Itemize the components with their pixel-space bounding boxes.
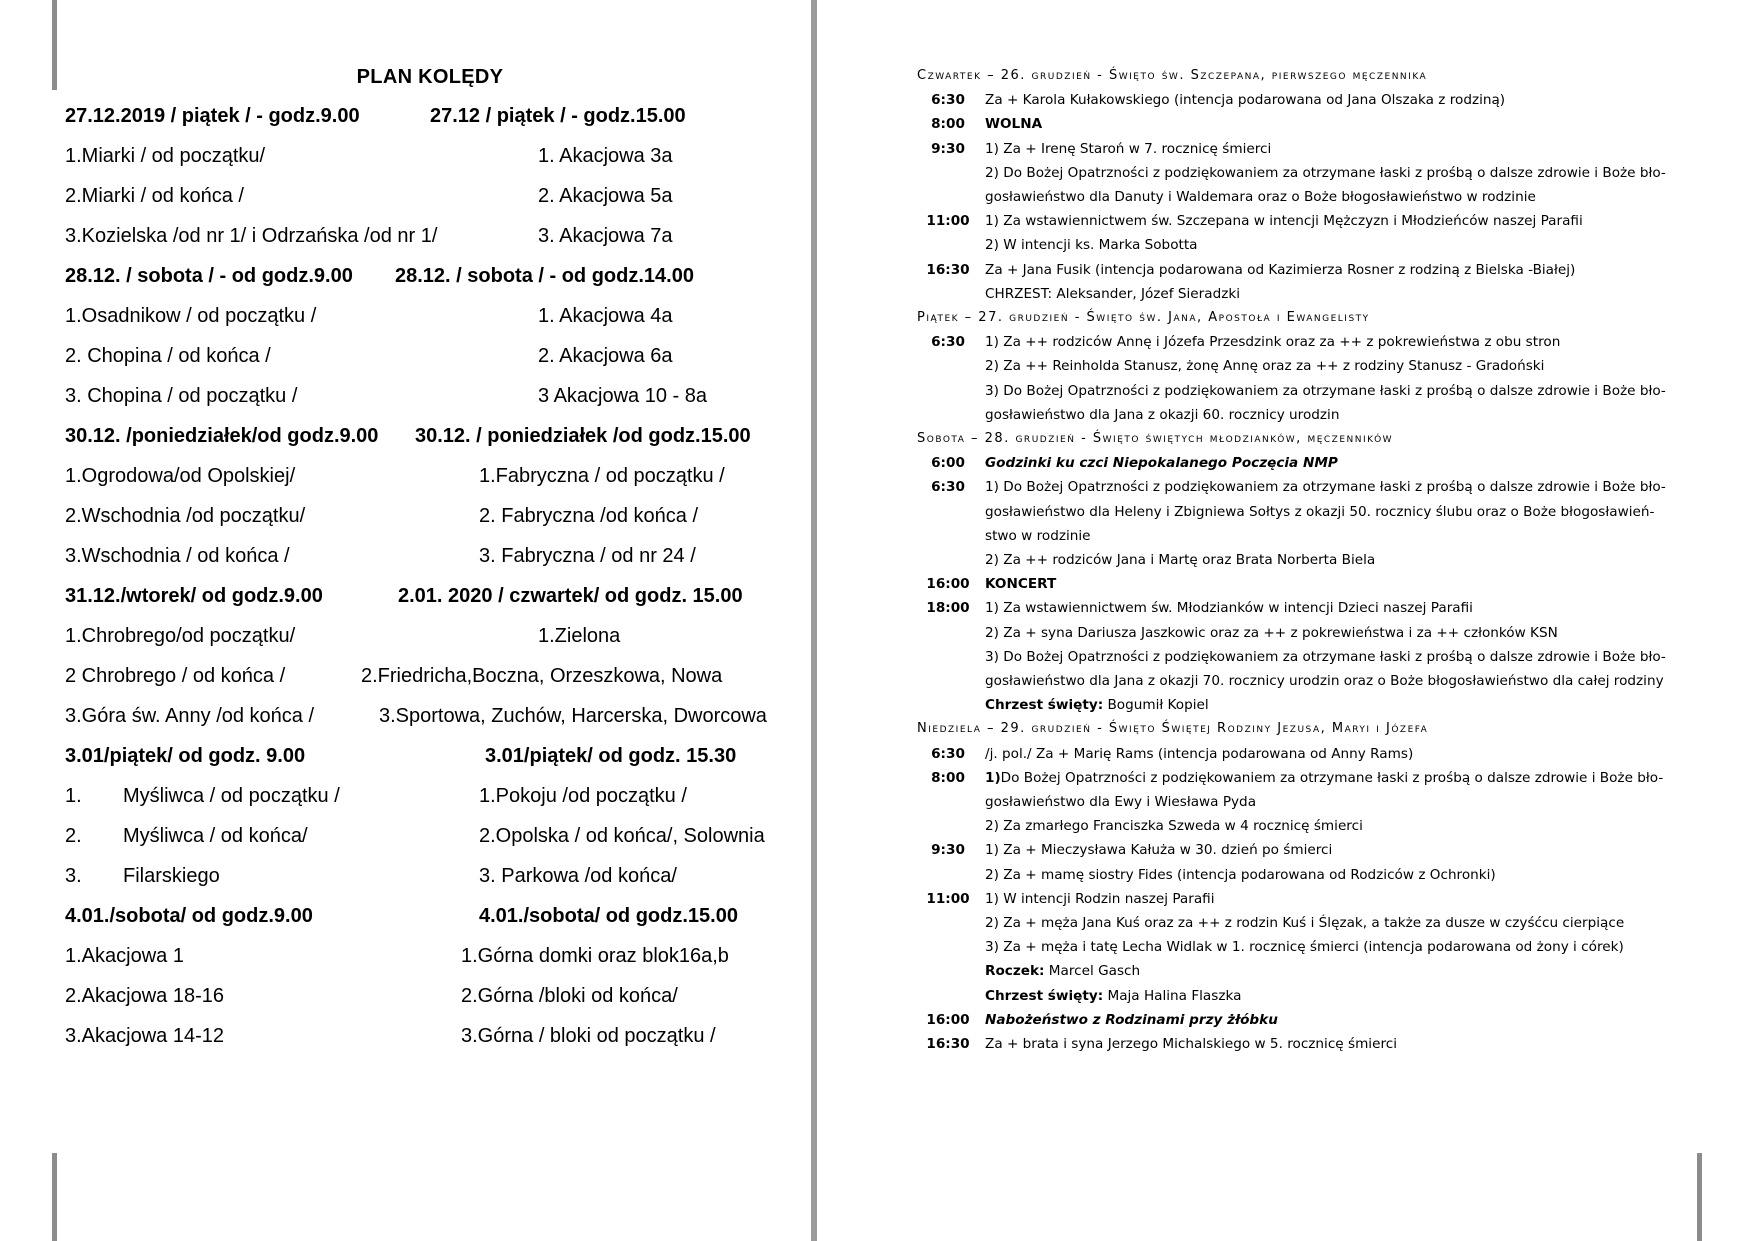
- right-column-entry: 1.Fabryczna / od początku /: [479, 465, 725, 487]
- mass-time: 16:30: [926, 1036, 970, 1052]
- right-column-entry: 1. Akacjowa 3a: [538, 145, 673, 167]
- left-column-entry: 3.Akacjowa 14-12: [65, 1025, 224, 1047]
- mass-time: 18:00: [926, 600, 970, 617]
- item-number: 2.: [65, 825, 82, 847]
- intention-text: WOLNA: [985, 116, 1043, 133]
- mass-row: [917, 92, 1707, 114]
- schedule-street-row: [65, 945, 825, 973]
- intention-value: Do Bożej Opatrzności z podziękowaniem za otrzymane łaski z prośbą o dalsze zdrowie i Boże bło-: [1000, 769, 1664, 786]
- schedule-street-row: [65, 545, 825, 573]
- right-column-entry: 3. Akacjowa 7a: [538, 225, 673, 247]
- intention-line: [917, 673, 1707, 695]
- intention-line: [917, 649, 1707, 671]
- intention-line: [917, 552, 1707, 574]
- schedule-street-row: [65, 145, 825, 173]
- mass-time: 6:30: [931, 334, 965, 351]
- day-heading-text: Sobota – 28. grudzień - Święto świętych młodzianków, męczenników: [917, 431, 1394, 446]
- intention-text: 2) Za ++ Reinholda Stanusz, żonę Annę oraz za ++ z rodziny Stanusz - Gradoński: [985, 358, 1545, 375]
- right-column-entry: 3.Sportowa, Zuchów, Harcerska, Dworcowa: [379, 705, 767, 727]
- right-column-entry: 2.Opolska / od końca/, Solownia: [479, 825, 765, 847]
- left-column-entry: 2.Wschodnia /od początku/: [65, 505, 306, 527]
- intention-line: [917, 794, 1707, 816]
- intention-text: 2) Za zmarłego Franciszka Szweda w 4 rocznicę śmierci: [985, 818, 1363, 835]
- intention-line: [917, 504, 1707, 526]
- right-column-entry: 30.12. / poniedziałek /od godz.15.00: [415, 425, 751, 447]
- day-heading-text: Piątek – 27. grudzień - Święto św. Jana, Apostoła i Ewangelisty: [917, 310, 1370, 325]
- mass-row: [917, 891, 1707, 913]
- schedule-street-row: [65, 865, 825, 893]
- schedule-street-row: [65, 665, 825, 693]
- left-column-entry: 2.Miarki / od końca /: [65, 185, 244, 207]
- day-heading: [917, 431, 1707, 453]
- intention-text: [985, 697, 1209, 713]
- intention-line: [917, 528, 1707, 550]
- intention-text: 2) Za + syna Dariusza Jaszkowic oraz za ++ z pokrewieństwa i za ++ członków KSN: [985, 624, 1558, 641]
- mass-time: 6:30: [931, 92, 965, 109]
- right-column-entry: 3. Fabryczna / od nr 24 /: [479, 545, 696, 567]
- intention-line: [917, 867, 1707, 889]
- left-column-entry: Filarskiego: [123, 865, 220, 887]
- mass-time: 16:00: [926, 576, 970, 593]
- left-column-entry: 1.Osadnikow / od początku /: [65, 305, 317, 327]
- left-column-entry: 3. Chopina / od początku /: [65, 385, 298, 407]
- mass-row: [917, 770, 1707, 792]
- intention-text: gosławieństwo dla Heleny i Zbigniewa Sołtys z okazji 50. rocznicy ślubu oraz o Boże błogosławień-: [985, 503, 1655, 520]
- left-column-entry: 3.01/piątek/ od godz. 9.00: [65, 745, 306, 767]
- intention-text: 3) Do Bożej Opatrzności z podziękowaniem za otrzymane łaski z prośbą o dalsze zdrowie i Boże bło-: [985, 382, 1666, 399]
- intention-text: 2) W intencji ks. Marka Sobotta: [985, 237, 1198, 254]
- schedule-street-row: [65, 505, 825, 533]
- right-column-entry: 2.Friedricha,Boczna, Orzeszkowa, Nowa: [361, 665, 723, 687]
- schedule-street-row: [65, 705, 825, 733]
- mass-row: [917, 600, 1707, 622]
- mass-row: [917, 213, 1707, 235]
- schedule-street-row: [65, 345, 825, 373]
- mass-time: 6:30: [931, 479, 965, 496]
- intention-text: 1) W intencji Rodzin naszej Parafii: [985, 890, 1215, 907]
- intention-line: [917, 939, 1707, 961]
- intention-label: Roczek:: [985, 963, 1045, 980]
- schedule-street-row: [65, 985, 825, 1013]
- mass-row: [917, 1036, 1707, 1058]
- intention-label: Chrzest święty:: [985, 987, 1104, 1004]
- mass-row: [917, 746, 1707, 768]
- mass-row: [917, 334, 1707, 356]
- intention-value: Marcel Gasch: [1044, 963, 1141, 980]
- intention-text: Nabożeństwo z Rodzinami przy żłóbku: [985, 1011, 1278, 1028]
- intention-text: 1) Za ++ rodziców Annę i Józefa Przesdzink oraz za ++ z pokrewieństwa z obu stron: [985, 334, 1561, 351]
- intention-text: 1) Za + Irenę Staroń w 7. rocznicę śmierci: [985, 140, 1272, 157]
- mass-time: 16:00: [926, 1011, 970, 1028]
- right-column-entry: 2. Fabryczna /od końca /: [479, 505, 699, 527]
- mass-row: [917, 455, 1707, 477]
- schedule-street-row: [65, 225, 825, 253]
- right-column-entry: 1.Pokoju /od początku /: [479, 785, 687, 807]
- intention-text: 2) Za + męża Jana Kuś oraz za ++ z rodzin Kuś i Ślęzak, a także za dusze w czyśćcu cierpiące: [985, 915, 1625, 931]
- schedule-street-row: [65, 465, 825, 493]
- right-column-entry: 27.12 / piątek / - godz.15.00: [430, 105, 686, 127]
- mass-time: 6:30: [931, 745, 965, 762]
- page-bar-bottom-right: [1697, 1153, 1702, 1241]
- right-column-entry: 3. Parkowa /od końca/: [479, 865, 677, 887]
- intention-text: 2) Za + mamę siostry Fides (intencja podarowana od Rodziców z Ochronki): [985, 866, 1496, 883]
- schedule-date-row: [65, 745, 825, 773]
- intention-text: 2) Do Bożej Opatrzności z podziękowaniem za otrzymane łaski z prośbą o dalsze zdrowie i Boże bło-: [985, 164, 1666, 181]
- intention-line: [917, 818, 1707, 840]
- right-column-entry: 2. Akacjowa 5a: [538, 185, 673, 207]
- intention-text: 1) Za + Mieczysława Kałuża w 30. dzień po śmierci: [985, 842, 1333, 859]
- mass-time: 9:30: [931, 842, 965, 859]
- intention-text: [985, 770, 1663, 786]
- day-heading: [917, 68, 1707, 90]
- intention-line: [917, 383, 1707, 405]
- left-column-entry: Myśliwca / od końca/: [123, 825, 308, 847]
- mass-row: [917, 842, 1707, 864]
- intention-text: Za + Karola Kułakowskiego (intencja podarowana od Jana Olszaka z rodziną): [985, 92, 1506, 109]
- intention-text: 1) Za wstawiennictwem św. Szczepana w intencji Mężczyzn i Młodzieńców naszej Parafii: [985, 213, 1583, 230]
- intention-text: [985, 988, 1241, 1004]
- right-column-entry: 4.01./sobota/ od godz.15.00: [479, 905, 738, 927]
- left-column-entry: Myśliwca / od początku /: [123, 785, 340, 807]
- left-column-entry: 1.Akacjowa 1: [65, 945, 184, 967]
- left-column-entry: 27.12.2019 / piątek / - godz.9.00: [65, 105, 360, 127]
- right-column-entry: 3.Górna / bloki od początku /: [461, 1025, 716, 1047]
- intention-text: Za + Jana Fusik (intencja podarowana od Kazimierza Rosner z rodziną z Bielska -Białej): [985, 261, 1576, 278]
- left-column-entry: 1.Miarki / od początku/: [65, 145, 266, 167]
- intention-text: gosławieństwo dla Jana z okazji 70. rocznicy urodzin oraz o Boże błogosławieństwo dla całej rodziny: [985, 673, 1664, 689]
- left-column-entry: 2.Akacjowa 18-16: [65, 985, 224, 1007]
- schedule-street-row: [65, 625, 825, 653]
- intention-line: [917, 165, 1707, 187]
- schedule-street-row: [65, 1025, 825, 1053]
- intention-value: Bogumił Kopiel: [1103, 697, 1209, 714]
- mass-time: 6:00: [931, 455, 965, 472]
- intention-line: [917, 988, 1707, 1010]
- intention-text: gosławieństwo dla Danuty i Waldemara oraz o Boże błogosławieństwo w rodzinie: [985, 189, 1536, 205]
- left-column-entry: 3.Góra św. Anny /od końca /: [65, 705, 315, 727]
- intention-text: CHRZEST: Aleksander, Józef Sieradzki: [985, 285, 1240, 302]
- schedule-date-row: [65, 585, 825, 613]
- intention-line: [917, 286, 1707, 308]
- schedule-street-row: [65, 785, 825, 813]
- mass-time: 9:30: [931, 140, 965, 157]
- mass-row: [917, 141, 1707, 163]
- left-column-entry: 30.12. /poniedziałek/od godz.9.00: [65, 425, 379, 447]
- intention-text: 1) Do Bożej Opatrzności z podziękowaniem za otrzymane łaski z prośbą o dalsze zdrowie i Boże bło-: [985, 479, 1666, 496]
- intention-line: [917, 915, 1707, 937]
- intention-text: gosławieństwo dla Jana z okazji 60. rocznicy urodzin: [985, 406, 1340, 423]
- intention-text: stwo w rodzinie: [985, 527, 1091, 544]
- page-bar-bottom-left: [52, 1153, 57, 1241]
- left-column-entry: 28.12. / sobota / - od godz.9.00: [65, 265, 353, 287]
- intention-line: [917, 237, 1707, 259]
- schedule-street-row: [65, 305, 825, 333]
- mass-time: 11:00: [926, 890, 970, 907]
- intention-line: [917, 189, 1707, 211]
- mass-time: 11:00: [926, 213, 970, 230]
- right-column-entry: 1.Górna domki oraz blok16a,b: [461, 945, 729, 967]
- intention-line: [917, 358, 1707, 380]
- left-column-entry: 4.01./sobota/ od godz.9.00: [65, 905, 313, 927]
- left-column-entry: 1.Ogrodowa/od Opolskiej/: [65, 465, 296, 487]
- mass-row: [917, 262, 1707, 284]
- intention-text: 1) Za wstawiennictwem św. Młodzianków w intencji Dzieci naszej Parafii: [985, 600, 1473, 617]
- mass-time: 8:00: [931, 116, 965, 133]
- intention-line: [917, 407, 1707, 429]
- schedule-street-row: [65, 825, 825, 853]
- intention-value: Maja Halina Flaszka: [1103, 987, 1242, 1004]
- mass-row: [917, 1012, 1707, 1034]
- left-column-entry: 1.Chrobrego/od początku/: [65, 625, 296, 647]
- intention-text: /j. pol./ Za + Marię Rams (intencja podarowana od Anny Rams): [985, 745, 1414, 762]
- mass-row: [917, 479, 1707, 501]
- page-title: PLAN KOLĘDY: [356, 66, 504, 88]
- right-column-entry: 3 Akacjowa 10 - 8a: [538, 385, 707, 407]
- left-column-entry: 3.Wschodnia / od końca /: [65, 545, 290, 567]
- intention-label: Chrzest święty:: [985, 697, 1104, 714]
- day-heading: [917, 721, 1707, 743]
- intention-text: 3) Do Bożej Opatrzności z podziękowaniem za otrzymane łaski z prośbą o dalsze zdrowie i Boże bło-: [985, 648, 1666, 665]
- intention-text: gosławieństwo dla Ewy i Wiesława Pyda: [985, 794, 1257, 810]
- schedule-date-row: [65, 105, 825, 133]
- right-column-entry: 3.01/piątek/ od godz. 15.30: [485, 745, 737, 767]
- item-number: 1.: [65, 785, 82, 807]
- schedule-date-row: [65, 265, 825, 293]
- intention-text: Za + brata i syna Jerzego Michalskiego w 5. rocznicę śmierci: [985, 1036, 1397, 1052]
- right-column-entry: 1. Akacjowa 4a: [538, 305, 673, 327]
- right-column-entry: 28.12. / sobota / - od godz.14.00: [395, 265, 694, 287]
- intention-line: [917, 963, 1707, 985]
- intention-text: [985, 963, 1140, 979]
- right-column-entry: 2. Akacjowa 6a: [538, 345, 673, 367]
- intention-text: 3) Za + męża i tatę Lecha Widlak w 1. rocznicę śmierci (intencja podarowana od żony i córek): [985, 939, 1624, 956]
- intention-text: 2) Za ++ rodziców Jana i Martę oraz Brata Norberta Biela: [985, 552, 1376, 568]
- right-column-entry: 1.Zielona: [538, 625, 621, 647]
- mass-time: 16:30: [926, 261, 970, 278]
- left-column-entry: 31.12./wtorek/ od godz.9.00: [65, 585, 323, 607]
- schedule-street-row: [65, 185, 825, 213]
- left-column-entry: 2. Chopina / od końca /: [65, 345, 271, 367]
- right-column-entry: 2.01. 2020 / czwartek/ od godz. 15.00: [398, 585, 743, 607]
- mass-row: [917, 576, 1707, 598]
- mass-time: 8:00: [931, 769, 965, 786]
- intention-text: Godzinki ku czci Niepokalanego Poczęcia NMP: [985, 455, 1338, 472]
- intention-line: [917, 697, 1707, 719]
- day-heading-text: Czwartek – 26. grudzień - Święto św. Szczepana, pierwszego męczennika: [917, 68, 1428, 83]
- schedule-date-row: [65, 905, 825, 933]
- intention-text: KONCERT: [985, 576, 1057, 593]
- mass-row: [917, 116, 1707, 138]
- day-heading: [917, 310, 1707, 332]
- right-column-entry: 2.Górna /bloki od końca/: [461, 985, 678, 1007]
- page-bar-top-left: [52, 0, 57, 90]
- intention-line: [917, 625, 1707, 647]
- intention-label: 1): [985, 769, 1001, 786]
- day-heading-text: Niedziela – 29. grudzień - Święto Świętej Rodziny Jezusa, Maryi i Józefa: [917, 721, 1429, 737]
- left-column-entry: 2 Chrobrego / od końca /: [65, 665, 286, 687]
- schedule-date-row: [65, 425, 825, 453]
- schedule-street-row: [65, 385, 825, 413]
- left-column-entry: 3.Kozielska /od nr 1/ i Odrzańska /od nr 1/: [65, 225, 438, 247]
- item-number: 3.: [65, 865, 82, 887]
